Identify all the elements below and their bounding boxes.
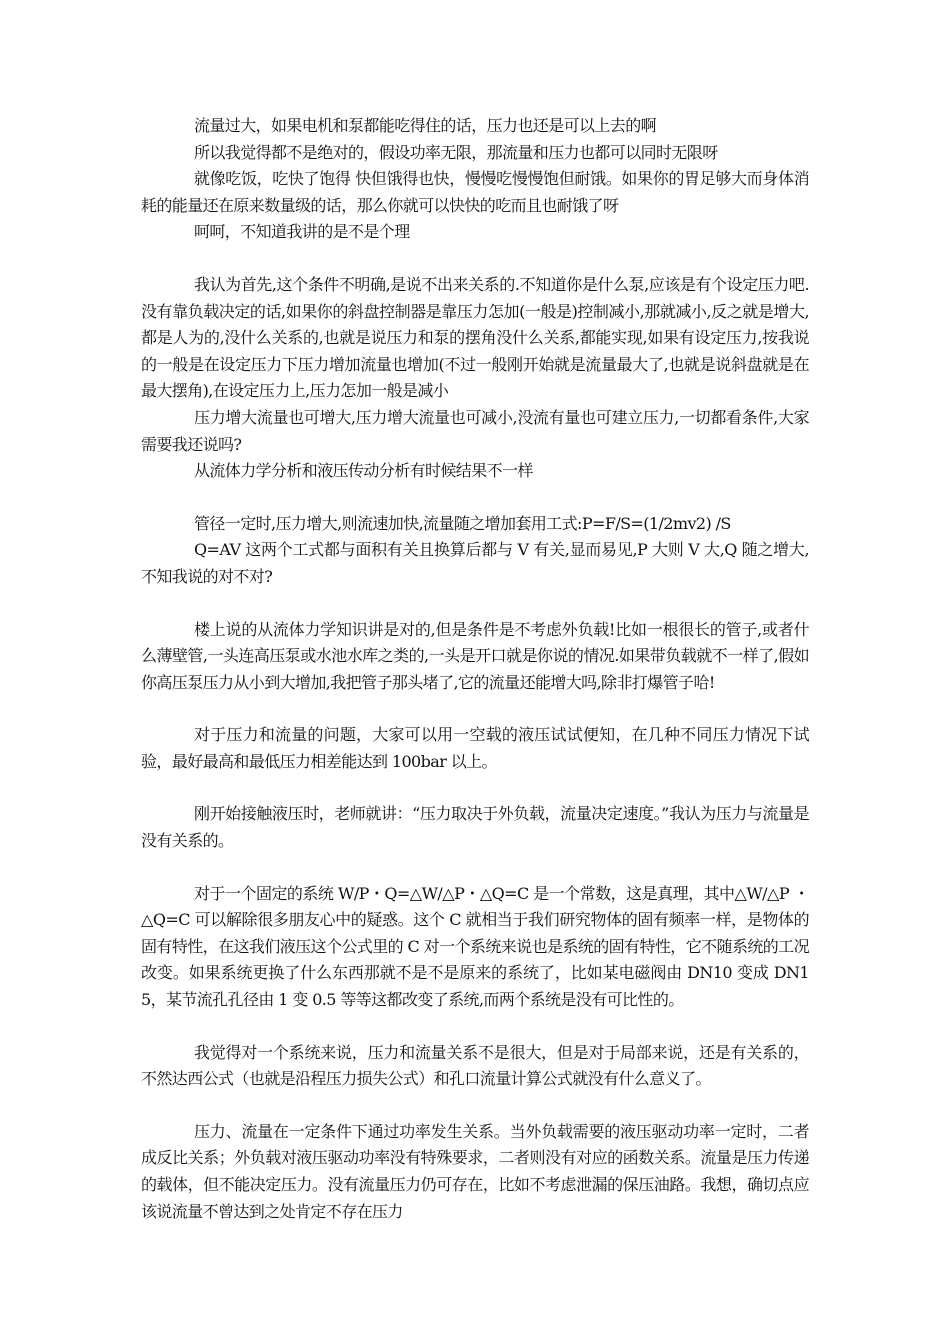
para-1-wrap — [141, 140, 809, 167]
para-13-wrap — [141, 1040, 809, 1093]
paragraph: 流量过大，如果电机和泵都能吃得住的话，压力也还是可以上去的啊 — [194, 116, 657, 135]
paragraph: 我认为首先,这个条件不明确,是说不出来关系的.不知道你是什么泵,应该是有个设定压力吧.没有靠负载决定的话,如果你的斜盘控制器是靠压力怎加(一般是)控制减小,那就减小,反之就是增大,都是人为的,没什么关系的,也就是说压力和泵的摆角没什么关系,都能实现,如果有设定压力,按我说的一般是在设定压力下压力增加流量也增加(不过一般刚开始就是流量最大了,也就是说斜盘就是在最大摆角),在设定压力上,压力怎加一般是减小 — [141, 274, 809, 401]
para-11-wrap — [141, 801, 809, 854]
paragraph-gap — [141, 591, 809, 617]
para-5-wrap — [141, 405, 809, 458]
para-2-wrap — [141, 166, 809, 219]
para-8-wrap — [141, 537, 809, 590]
para-3-wrap — [141, 219, 809, 246]
paragraph: 从流体力学分析和液压传动分析有时候结果不一样 — [194, 461, 533, 481]
paragraph-gap — [141, 485, 809, 511]
para-4-wrap — [141, 272, 809, 405]
paragraph-gap — [141, 1093, 809, 1119]
paragraph-gap — [141, 855, 809, 881]
paragraph: 楼上说的从流体力学知识讲是对的,但是条件是不考虑外负载!比如一根很长的管子,或者什么薄壁管,一头连高压泵或水池水库之类的,一头是开口就是你说的情况.如果带负载就不一样了,假如你高压泵压力从小到大增加,我把管子那头堵了,它的流量还能增大吗,除非打爆管子哈! — [141, 619, 809, 692]
paragraph: 呵呵，不知道我讲的是不是个理 — [194, 222, 410, 242]
paragraph: 所以我觉得都不是绝对的，假设功率无限，那流量和压力也都可以同时无限呀 — [194, 142, 718, 162]
document-body — [141, 113, 809, 1225]
paragraph-gap — [141, 1014, 809, 1040]
paragraph: 我觉得对一个系统来说，压力和流量关系不是很大，但是对于局部来说，还是有关系的，不然达西公式（也就是沿程压力损失公式）和孔口流量计算公式就没有什么意义了。 — [141, 1042, 809, 1089]
para-12-wrap — [141, 881, 809, 1014]
paragraph: 压力增大流量也可增大,压力增大流量也可减小,没流有量也可建立压力,一切都看条件,大家需要我还说吗? — [141, 407, 809, 454]
para-10-wrap — [141, 722, 809, 775]
paragraph: 对于压力和流量的问题，大家可以用一空载的液压试试便知，在几种不同压力情况下试验，最好最高和最低压力相差能达到 100bar 以上。 — [141, 725, 809, 771]
para-14-wrap — [141, 1119, 809, 1225]
paragraph-gap — [141, 696, 809, 722]
paragraph-gap — [141, 775, 809, 801]
paragraph: 刚开始接触液压时，老师就讲：“压力取决于外负载，流量决定速度。”我认为压力与流量是没有关系的。 — [141, 804, 809, 851]
para-9-wrap — [141, 617, 809, 697]
paragraph: 就像吃饭，吃快了饱得 快但饿得也快，慢慢吃慢慢饱但耐饿。如果你的胃足够大而身体消耗的能量还在原来数量级的话，那么你就可以快快的吃而且也耐饿了呀 — [141, 169, 809, 215]
paragraph: 对于一个固定的系统 W/P・Q=△W/△P・△Q=C 是一个常数，这是真理，其中△W/△P ・△Q=C 可以解除很多朋友心中的疑惑。这个 C 就相当于我们研究物体的固有频率一样，是物体的固有特性，在这我们液压这个公式里的 C 对一个系统来说也是系统的固有特性，它不随系统的工况改变。如果系统更换了什么东西那就不是不是原来的系统了，比如某电磁阀由 DN10 变成 DN15，某节流孔孔径由 1 变 0.5 等等这都改变了系统,而两个系统是没有可比性的。 — [141, 883, 809, 1010]
paragraph: 管径一定时,压力增大,则流速加快,流量随之增加套用工式:P=F/S=(1/2mv2) /S — [194, 513, 731, 533]
para-7-wrap — [141, 511, 809, 538]
paragraph-gap — [141, 246, 809, 272]
para-6-wrap — [141, 458, 809, 485]
paragraph: Q=AV 这两个工式都与面积有关且换算后都与 V 有关,显而易见,P 大则 V 大,Q 随之增大,不知我说的对不对? — [141, 540, 809, 586]
para-0-wrap — [141, 113, 809, 140]
paragraph: 压力、流量在一定条件下通过功率发生关系。当外负载需要的液压驱动功率一定时，二者成反比关系；外负载对液压驱动功率没有特殊要求，二者则没有对应的函数关系。流量是压力传递的载体，但不能决定压力。没有流量压力仍可存在，比如不考虑泄漏的保压油路。我想，确切点应该说流量不曾达到之处肯定不存在压力 — [141, 1121, 809, 1221]
